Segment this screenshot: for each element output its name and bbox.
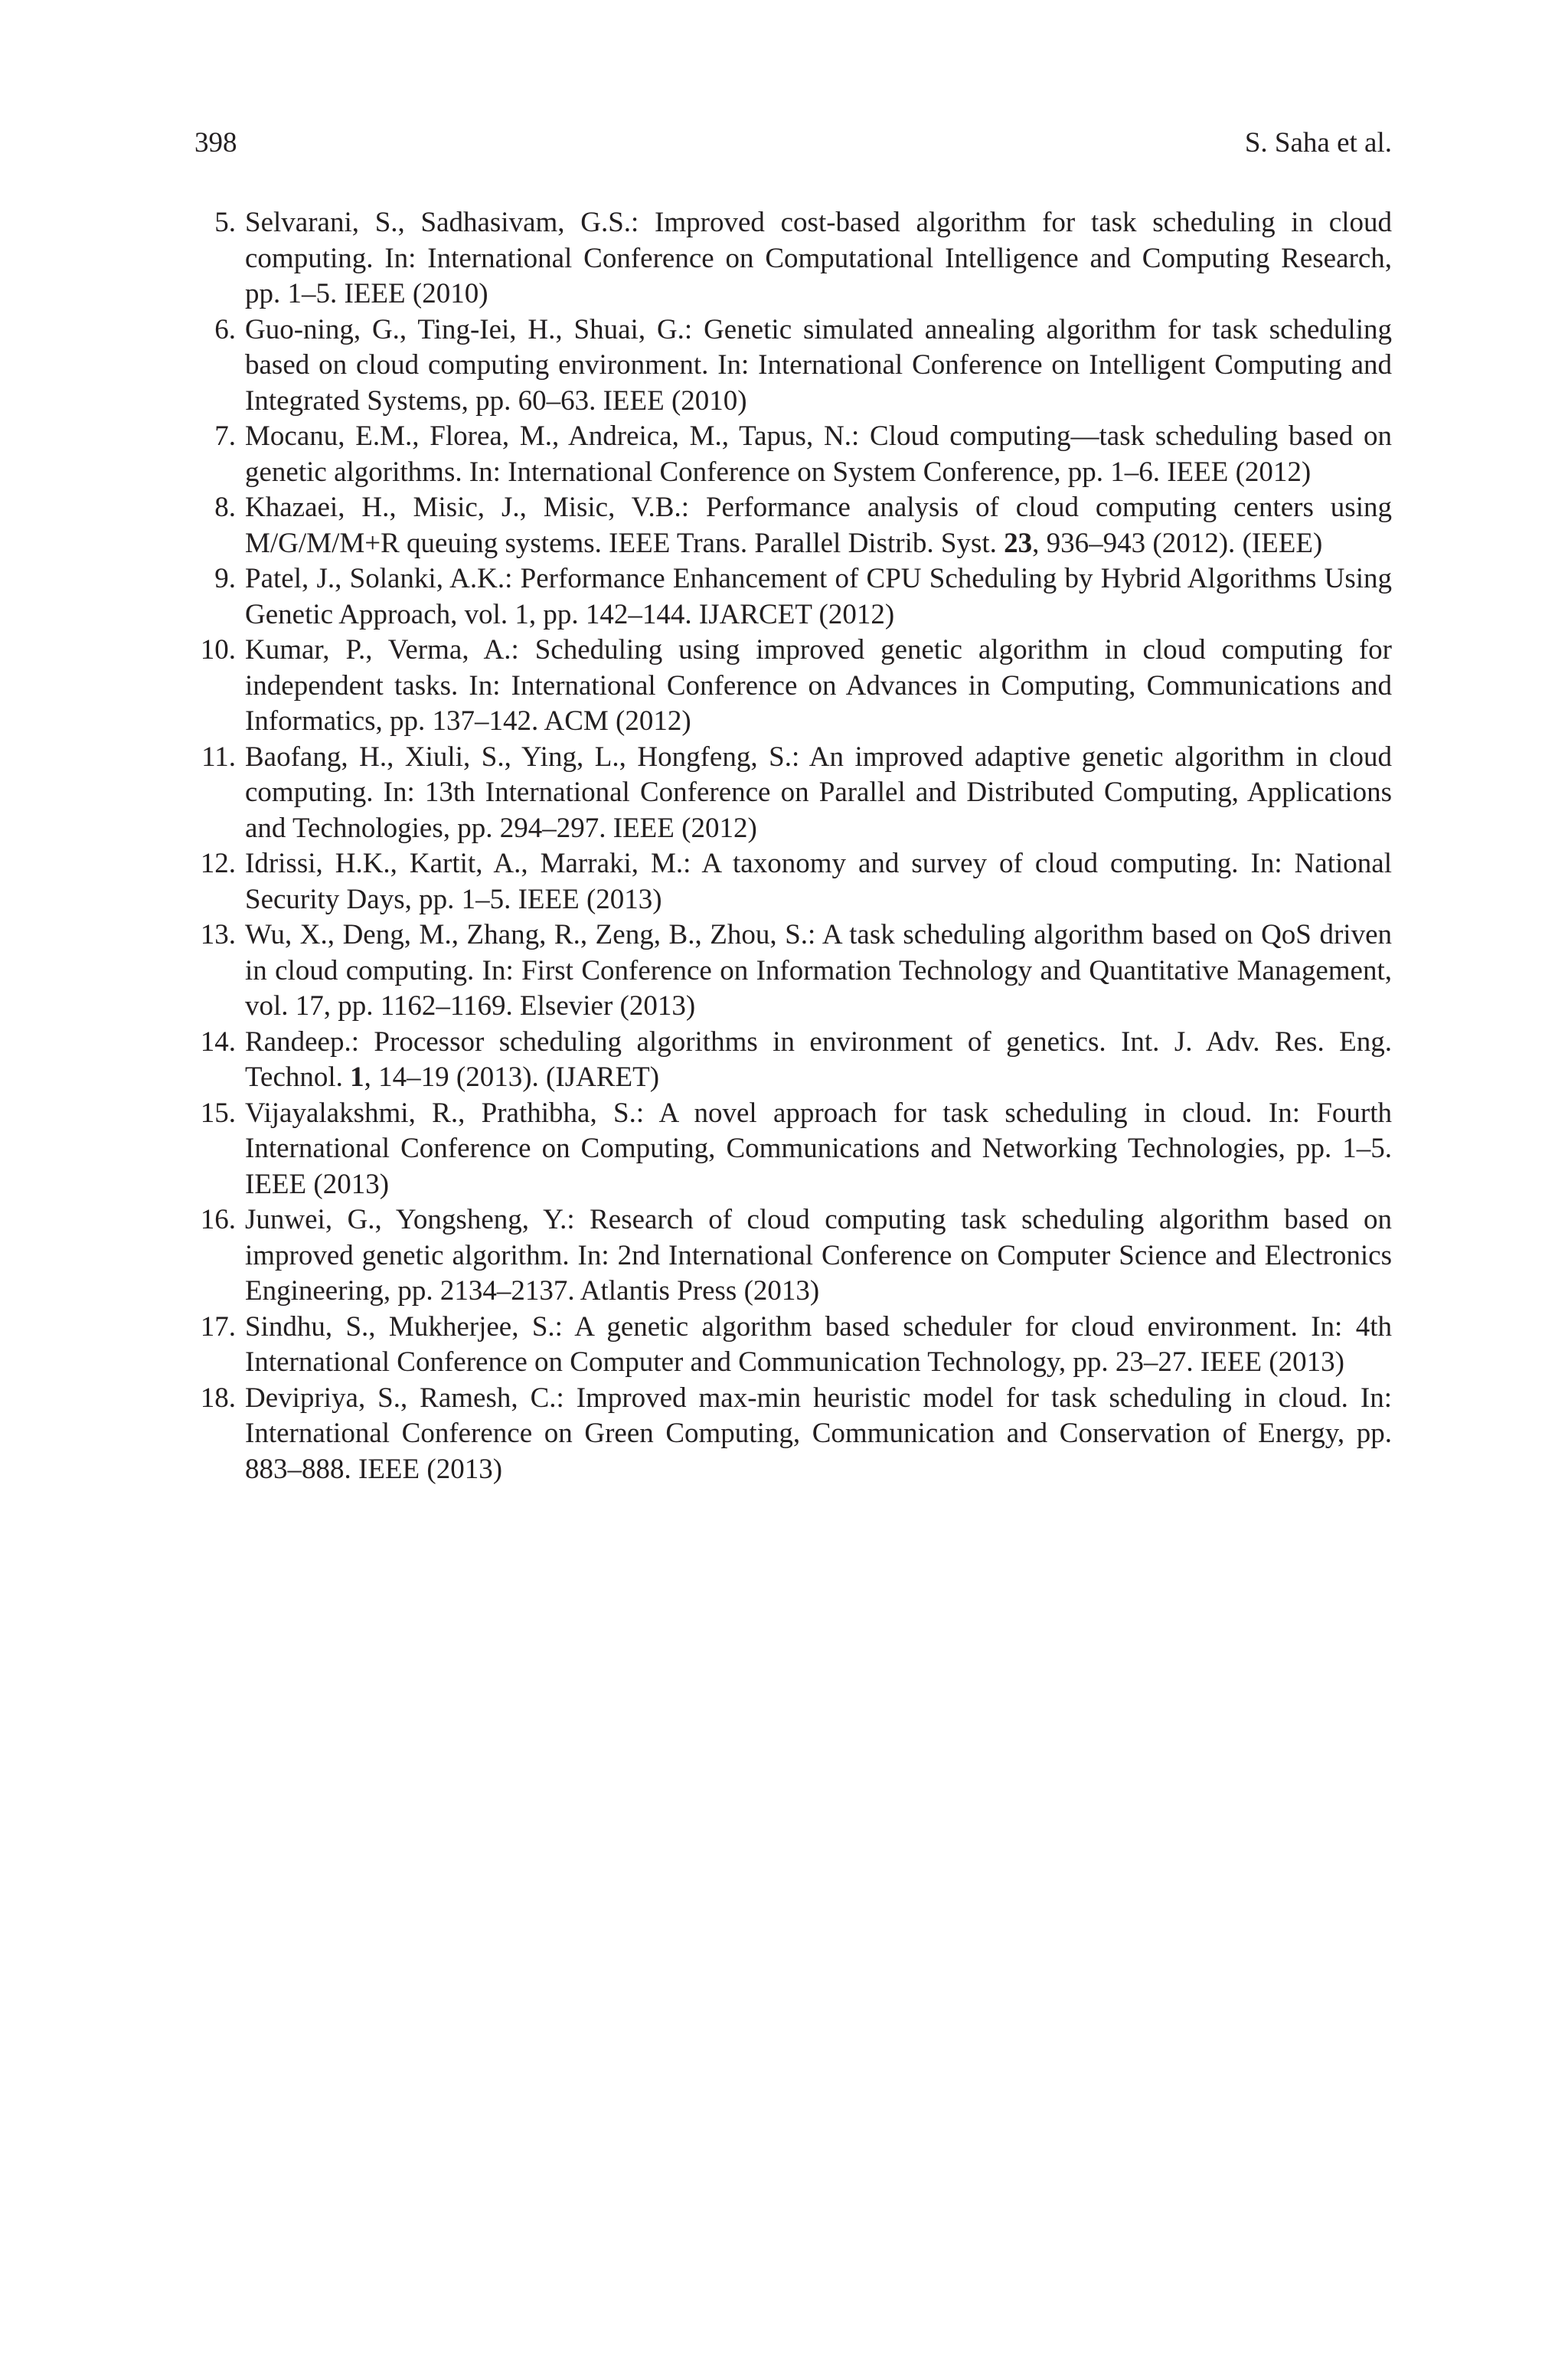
reference-list	[194, 205, 1392, 1487]
reference-text	[245, 633, 1392, 740]
reference-text-part: Selvarani, S., Sadhasivam, G.S.: Improved cost-based algorithm for task scheduling in cloud computing. In: International Conference on Computational Intelligence and Computing Research, pp. 1–5. IEEE (2010)	[245, 207, 1392, 309]
reference-text-part: Sindhu, S., Mukherjee, S.: A genetic algorithm based scheduler for cloud environment. In: 4th International Conference on Computer and Communication Technology, pp. 23–27. IEEE (2013)	[245, 1310, 1392, 1378]
reference-text-part: Kumar, P., Verma, A.: Scheduling using improved genetic algorithm in cloud computing for independent tasks. In: International Conference on Advances in Computing, Communications and Informatics, pp. 137–142. ACM (2012)	[245, 634, 1392, 737]
reference-text	[245, 205, 1392, 312]
reference-number: 16.	[200, 1204, 236, 1235]
reference-text-part: Baofang, H., Xiuli, S., Ying, L., Hongfeng, S.: An improved adaptive genetic algorithm in cloud computing. In: 13th International Conference on Parallel and Distributed Computing, Applications and Technologies, pp. 294–297. IEEE (2012)	[245, 741, 1392, 844]
reference-item	[194, 490, 1392, 561]
reference-text-part: Guo-ning, G., Ting-Iei, H., Shuai, G.: Genetic simulated annealing algorithm for task scheduling based on cloud computing environment. In: International Conference on Intelligent Computing and Integrated Systems, pp. 60–63. IEEE (2010)	[245, 313, 1392, 417]
reference-item	[194, 1202, 1392, 1310]
reference-number: 5.	[214, 207, 236, 238]
reference-number: 14.	[200, 1025, 236, 1058]
reference-text	[245, 1381, 1392, 1488]
reference-text-tail: , 936–943 (2012). (IEEE)	[1032, 527, 1323, 559]
reference-item	[194, 205, 1392, 312]
reference-text	[245, 740, 1392, 847]
reference-item	[194, 1025, 1392, 1096]
reference-item	[194, 419, 1392, 490]
reference-number: 13.	[200, 919, 236, 950]
reference-text-part: Khazaei, H., Misic, J., Misic, V.B.: Performance analysis of cloud computing centers using M/G/M/M+R queuing systems. IEEE Trans. Parallel Distrib. Syst.	[245, 492, 1392, 559]
reference-number: 18.	[200, 1382, 236, 1414]
reference-item	[194, 918, 1392, 1025]
reference-text	[245, 1202, 1392, 1310]
reference-number: 6.	[214, 313, 236, 345]
running-head: S. Saha et al.	[1244, 127, 1392, 159]
reference-number: 15.	[200, 1097, 236, 1129]
reference-text-part: Vijayalakshmi, R., Prathibha, S.: A novel approach for task scheduling in cloud. In: Fourth International Conference on Computing, Communications and Networking Technologies, pp. 1–5. IEEE (2013)	[245, 1097, 1392, 1200]
reference-text-part: Junwei, G., Yongsheng, Y.: Research of cloud computing task scheduling algorithm based on improved genetic algorithm. In: 2nd International Conference on Computer Science and Electronics Engineering, pp. 2134–2137. Atlantis Press (2013)	[245, 1204, 1392, 1307]
reference-text	[245, 1310, 1392, 1381]
reference-number: 10.	[200, 634, 236, 666]
reference-item	[194, 1096, 1392, 1203]
reference-item	[194, 740, 1392, 847]
reference-item	[194, 633, 1392, 740]
reference-volume: 1	[350, 1061, 364, 1093]
reference-item	[194, 312, 1392, 420]
reference-text-part: Patel, J., Solanki, A.K.: Performance Enhancement of CPU Scheduling by Hybrid Algorithms Using Genetic Approach, vol. 1, pp. 142–144. IJARCET (2012)	[245, 563, 1392, 630]
reference-number: 17.	[200, 1310, 236, 1343]
page-number: 398	[194, 127, 237, 159]
reference-text	[245, 561, 1392, 633]
reference-text-tail: , 14–19 (2013). (IJARET)	[364, 1061, 660, 1093]
reference-volume: 23	[1004, 527, 1033, 559]
reference-text	[245, 419, 1392, 490]
reference-text	[245, 490, 1392, 561]
reference-text	[245, 1096, 1392, 1203]
reference-number: 12.	[200, 848, 236, 879]
reference-number: 11.	[201, 741, 236, 773]
reference-item	[194, 561, 1392, 633]
reference-text	[245, 312, 1392, 420]
reference-text	[245, 846, 1392, 918]
reference-text-part: Wu, X., Deng, M., Zhang, R., Zeng, B., Zhou, S.: A task scheduling algorithm based on QoS driven in cloud computing. In: First Conference on Information Technology and Quantitative Management, vol. 17, pp. 1162–1169. Elsevier (2013)	[245, 919, 1392, 1022]
reference-number: 9.	[214, 563, 236, 594]
reference-text	[245, 1025, 1392, 1096]
reference-text-part: Idrissi, H.K., Kartit, A., Marraki, M.: A taxonomy and survey of cloud computing. In: National Security Days, pp. 1–5. IEEE (2013)	[245, 848, 1392, 915]
reference-item	[194, 1381, 1392, 1488]
reference-text-part: Mocanu, E.M., Florea, M., Andreica, M., Tapus, N.: Cloud computing—task scheduling based on genetic algorithms. In: International Conference on System Conference, pp. 1–6. IEEE (2012)	[245, 420, 1392, 488]
reference-text	[245, 918, 1392, 1025]
reference-text-part: Devipriya, S., Ramesh, C.: Improved max-min heuristic model for task scheduling in cloud. In: International Conference on Green Computing, Communication and Conservation of Energy, pp. 883–888. IEEE (2013)	[245, 1382, 1392, 1485]
reference-number: 8.	[214, 492, 236, 523]
reference-item	[194, 846, 1392, 918]
reference-number: 7.	[214, 420, 236, 452]
reference-item	[194, 1310, 1392, 1381]
reference-text-part: Randeep.: Processor scheduling algorithms in environment of genetics. Int. J. Adv. Res. Eng. Technol.	[245, 1025, 1392, 1093]
